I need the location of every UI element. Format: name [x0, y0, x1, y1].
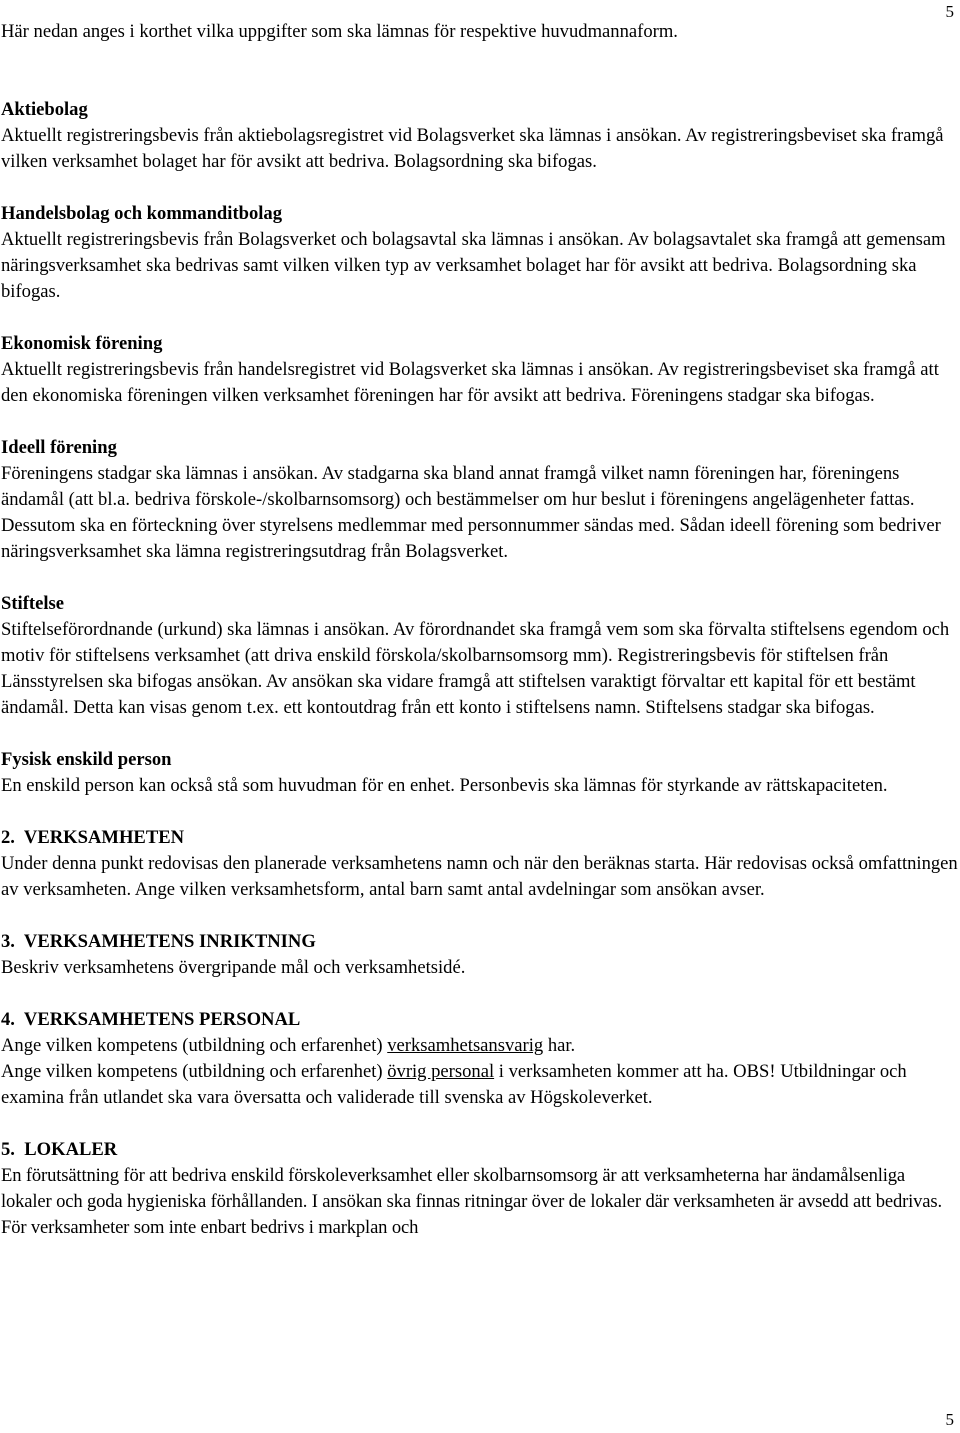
text-run: Ange vilken kompetens (utbildning och erfarenhet) — [1, 1035, 388, 1056]
section-lokaler — [1, 1137, 959, 1241]
section-inriktning — [1, 929, 959, 981]
section-stiftelse — [1, 591, 959, 721]
section-heading — [1, 825, 959, 851]
section-ekonomisk-forening — [1, 331, 959, 409]
section-heading — [1, 1007, 959, 1033]
section-heading: Aktiebolag — [1, 99, 88, 120]
section-heading: Ekonomisk förening — [1, 333, 163, 354]
section-body: Under denna punkt redovisas den planerade verksamhetens namn och när den beräknas starta. Här redovisas också omfattningen av verksamheten. Ange vilken verksamhetsform, antal barn samt antal avdelningar som ansökan avser. — [1, 853, 958, 900]
section-verksamheten — [1, 825, 959, 903]
underlined-term: övrig personal — [387, 1061, 495, 1082]
section-fysisk-person — [1, 747, 959, 799]
section-heading: Fysisk enskild person — [1, 749, 172, 770]
section-ideell-forening — [1, 435, 959, 565]
section-title: VERKSAMHETENS INRIKTNING — [23, 931, 316, 952]
personal-line-2 — [1, 1059, 959, 1111]
section-body: En förutsättning för att bedriva enskild förskoleverksamhet eller skolbarnsomsorg är att verksamheterna har ändamålsenliga lokaler och goda hygieniska förhållanden. I ansökan ska finnas ritningar över de lokaler där verksamheten är avsedd att bedrivas. För verksamheter som inte enbart bedrivs i markplan och — [1, 1165, 942, 1238]
section-personal — [1, 1007, 959, 1111]
section-number: 2. — [1, 827, 15, 848]
text-run: har. — [543, 1035, 576, 1056]
page-number-top: 5 — [945, 2, 954, 21]
text-run: Ange vilken kompetens (utbildning och erfarenhet) — [1, 1061, 388, 1082]
section-handelsbolag — [1, 201, 959, 305]
page-number-bottom: 5 — [945, 1410, 954, 1429]
section-heading: Handelsbolag och kommanditbolag — [1, 203, 283, 224]
section-title: VERKSAMHETENS PERSONAL — [23, 1009, 301, 1030]
section-body: Stiftelseförordnande (urkund) ska lämnas i ansökan. Av förordnandet ska framgå vem som ska förvalta stiftelsens egendom och motiv för stiftelsens verksamhet (att driva enskild förskola/skolbarnsomsorg mm). Registreringsbevis för stiftelsen från Länsstyrelsen ska bifogas ansökan. Av ansökan ska vidare framgå att stiftelsen varaktigt förvaltar ett kapital för ett bestämt ändamål. Detta kan visas genom t.ex. ett kontoutdrag från ett konto i stiftelsens namn. Stiftelsens stadgar ska bifogas. — [1, 619, 950, 718]
section-body: Aktuellt registreringsbevis från Bolagsverket och bolagsavtal ska lämnas i ansökan. Av bolagsavtalet ska framgå att gemensam näringsverksamhet ska bedrivas samt vilken vilken typ av verksamhet bolaget har för avsikt att bedriva. Bolagsordning ska bifogas. — [1, 229, 946, 302]
section-title: VERKSAMHETEN — [23, 827, 185, 848]
underlined-term: verksamhetsansvarig — [387, 1035, 544, 1056]
intro-paragraph: Här nedan anges i korthet vilka uppgifter som ska lämnas för respektive huvudmannaform. — [1, 21, 678, 42]
section-body: En enskild person kan också stå som huvudman för en enhet. Personbevis ska lämnas för styrkande av rättskapaciteten. — [1, 775, 888, 796]
section-body: Föreningens stadgar ska lämnas i ansökan. Av stadgarna ska bland annat framgå vilket namn föreningen har, föreningens ändamål (att bl.a. bedriva förskole-/skolbarnsomsorg) och bestämmelser om hur beslut i föreningens angelägenheter fattas. Dessutom ska en förteckning över styrelsens medlemmar med personnummer sändas med. Sådan ideell förening som bedriver näringsverksamhet ska lämna registreringsutdrag från Bolagsverket. — [1, 463, 941, 562]
section-number: 5. — [1, 1139, 15, 1160]
section-number: 4. — [1, 1009, 15, 1030]
section-heading: Stiftelse — [1, 593, 64, 614]
section-number: 3. — [1, 931, 15, 952]
section-title: LOKALER — [24, 1139, 118, 1160]
section-body: Aktuellt registreringsbevis från aktiebolagsregistret vid Bolagsverket ska lämnas i ansökan. Av registreringsbeviset ska framgå vilken verksamhet bolaget har för avsikt att bedriva. Bolagsordning ska bifogas. — [1, 125, 944, 172]
section-body: Beskriv verksamhetens övergripande mål och verksamhetsidé. — [1, 957, 466, 978]
section-heading: Ideell förening — [1, 437, 117, 458]
section-aktiebolag — [1, 97, 959, 175]
section-body: Aktuellt registreringsbevis från handelsregistret vid Bolagsverket ska lämnas i ansökan. Av registreringsbeviset ska framgå att den ekonomiska föreningen vilken verksamhet föreningen har för avsikt att bedriva. Föreningens stadgar ska bifogas. — [1, 359, 939, 406]
personal-line-1 — [1, 1033, 959, 1059]
section-heading — [1, 1137, 959, 1163]
document-body — [1, 19, 959, 1267]
text-run: i verksamheten kommer att ha. OBS! Utbildningar och examina från utlandet ska vara översatta och validerade till svenska av Högskoleverket. — [1, 1061, 907, 1108]
section-heading — [1, 929, 959, 955]
